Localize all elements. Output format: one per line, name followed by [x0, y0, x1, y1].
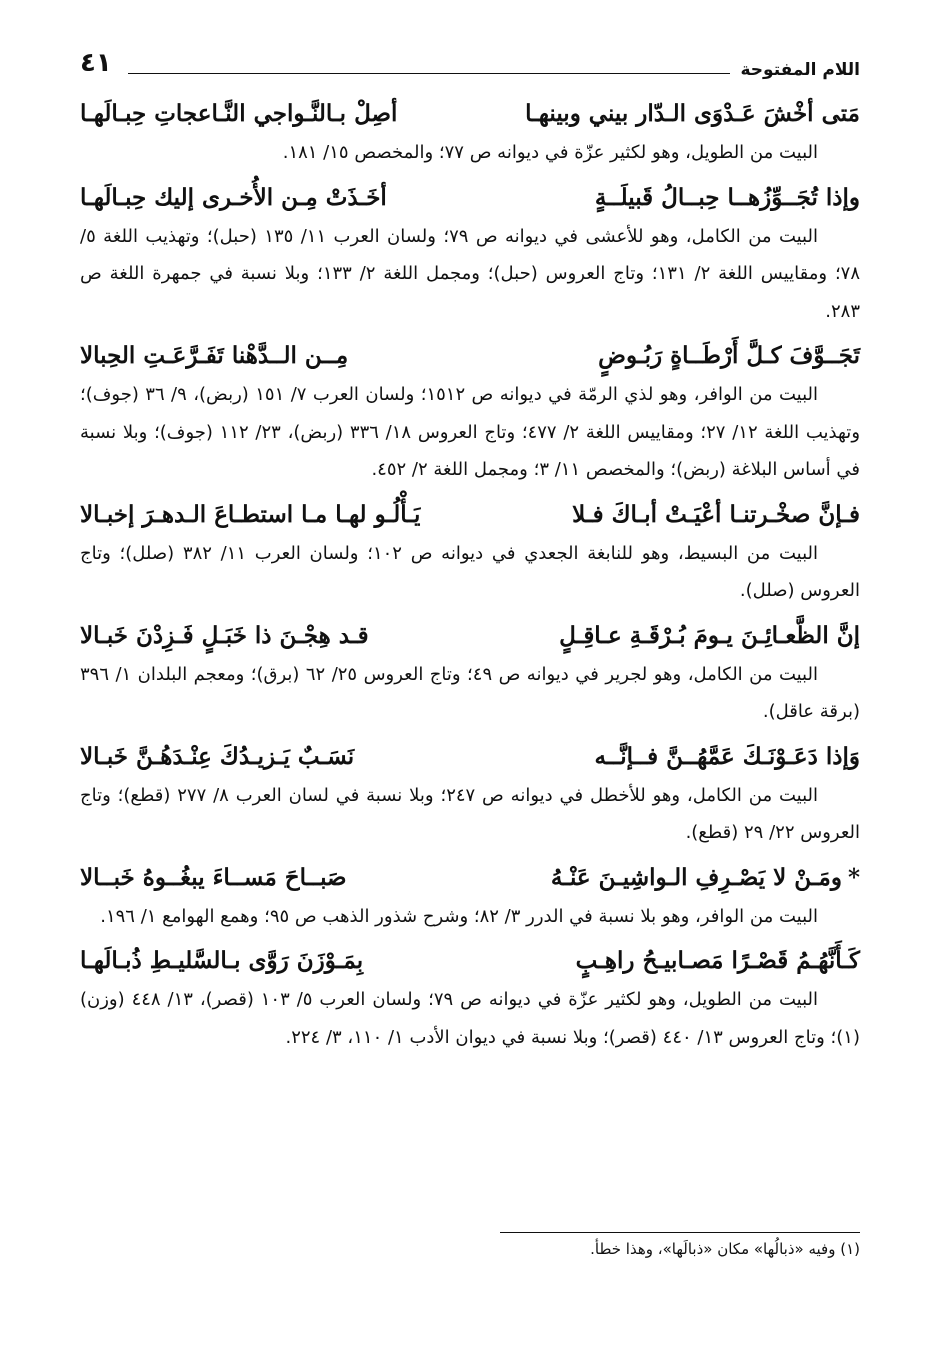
entry — [80, 94, 860, 172]
page-number: ٤١ — [80, 48, 112, 78]
verse-commentary: البيت من الطويل، وهو لكثير عزّة في ديوانه ص ٧٩؛ ولسان العرب ٥/ ١٠٣ (قصر)، ١٣/ ٤٤٨ (وزن)(١)؛ وتاج العروس ١٣/ ٤٤٠ (قصر)؛ وبلا نسبة في ديوان الأدب ١/ ١١٠، ٣/ ٢٢٤. — [80, 989, 860, 1048]
header-rule — [128, 73, 730, 74]
entry — [80, 495, 860, 610]
verse-first-hemistich: فـإنَّ صخْـرتنـا أعْيَـتْ أبـاكَ فـلا — [572, 500, 860, 528]
verse-commentary: البيت من الكامل، وهو للأعشى في ديوانه ص ٧٩؛ ولسان العرب ١١/ ١٣٥ (حبل)؛ وتهذيب اللغة ٥/ ٧٨؛ ومقاييس اللغة ٢/ ١٣١؛ وتاج العروس (حبل)؛ ومجمل اللغة ٢/ ١٣٣؛ وبلا نسبة في جمهرة اللغة ص ٢٨٣. — [80, 225, 861, 322]
footnote: (١) وفيه «ذبالُها» مكان «ذبالَها»، وهذا خطأ. — [590, 1240, 860, 1258]
verse-commentary: البيت من الكامل، وهو للأخطل في ديوانه ص ٢٤٧؛ وبلا نسبة في لسان العرب ٨/ ٢٧٧ (قطع)؛ وتاج العروس ٢٢/ ٢٩ (قطع). — [80, 784, 860, 843]
verse-second-hemistich: بِمَـوْزَنَ رَوَّى بـالسَّليـطِ ذُبـالَهـا — [80, 947, 364, 974]
entry — [80, 178, 860, 331]
verse-commentary: البيت من البسيط، وهو للنابغة الجعدي في ديوانه ص ١٠٢؛ ولسان العرب ١١/ ٣٨٢ (صلل)؛ وتاج العروس (صلل). — [80, 542, 860, 601]
verse-first-hemistich: تَجَــوَّفَ كـلَّ أَرْطَــاةٍ رَبُـوضٍ — [598, 342, 860, 369]
verse-commentary: البيت من الطويل، وهو لكثير عزّة في ديوانه ص ٧٧؛ والمخصص ١٥/ ١٨١. — [282, 142, 818, 163]
verse-first-hemistich: إنَّ الظَّعـائِـنَ يـومَ بُـرْقَـةِ عـاقِـلٍ — [559, 621, 860, 649]
verse — [80, 737, 860, 777]
footnote-rule — [500, 1232, 860, 1233]
verse — [80, 94, 860, 134]
verse-second-hemistich: صَبــاحَ مَســاءَ يبغُــوهُ خَبــالا — [80, 863, 347, 891]
verse — [80, 941, 860, 981]
entry — [80, 616, 860, 731]
verse-first-hemistich-text: ومَـنْ لا يَصْـرِفِ الـواشِيـنَ عَنْـهُ — [550, 863, 842, 891]
verse — [80, 178, 860, 218]
verse-first-hemistich: وَإذا دَعَـوْنَـكَ عَمَّهُــنَّ فــإنَّــه — [594, 742, 860, 770]
witness-marker: * — [847, 863, 860, 891]
verse — [80, 336, 860, 376]
book-page — [80, 40, 860, 1330]
verse-second-hemistich: قـد هِجْـنَ ذا خَبَـلٍ فَـزِدْنَ خَبـالا — [80, 621, 369, 649]
verse-first-hemistich: مَتى أخْشَ عَـدْوَى الـدّار بيني وبينهـا — [525, 100, 860, 127]
verse — [80, 495, 860, 535]
verse-commentary: البيت من الوافر، وهو لذي الرمّة في ديوانه ص ١٥١٢؛ ولسان العرب ٧/ ١٥١ (ربض)، ٩/ ٣٦ (جوف)؛ وتهذيب اللغة ١٢/ ٢٧؛ ومقاييس اللغة ٢/ ٤٧٧؛ وتاج العروس ١٨/ ٣٣٦ (ربض)، ٢٣/ ١١٢ (جوف)؛ وبلا نسبة في أساس البلاغة (ربض)؛ والمخصص ١١/ ٣؛ ومجمل اللغة ٢/ ٤٥٢. — [80, 384, 861, 480]
running-title: اللام المفتوحة — [740, 60, 860, 80]
entry — [80, 858, 860, 936]
verse-commentary: البيت من الوافر، وهو بلا نسبة في الدرر ٣/ ٨٢؛ وشرح شذور الذهب ص ٩٥؛ وهمع الهوامع ١/ ١٩٦. — [100, 905, 818, 927]
entry — [80, 941, 860, 1056]
verse-second-hemistich: مِــن الــدَّهْنا تَفَـرَّعَـتِ الحِبالا — [80, 342, 349, 369]
verse-second-hemistich: يَـأْلُـو لهـا مـا استطـاعَ الـدهـرَ إخبـالا — [80, 500, 421, 528]
verse-first-hemistich — [551, 858, 860, 898]
verse — [80, 858, 860, 898]
verse-commentary: البيت من الكامل، وهو لجرير في ديوانه ص ٤٩؛ وتاج العروس ٢٥/ ٦٢ (برق)؛ ومعجم البلدان ١/ ٣٩٦ (برقة عاقل). — [80, 663, 860, 722]
entry — [80, 336, 860, 489]
entry — [80, 737, 860, 852]
verse-first-hemistich: وإذا تُجَــوِّزُهــا حِبــالُ قَبيلَــةٍ — [594, 183, 860, 211]
verse-second-hemistich: أخَـذَتْ مِـن الأُخـرى إليك حِبـالَهـا — [80, 183, 387, 211]
verse-second-hemistich: نَسَـبٌ يَـزيـدُكَ عِنْـدَهُـنَّ خَبـالا — [80, 742, 355, 770]
page-header — [80, 40, 860, 88]
verse-first-hemistich: كَـأَنَّهُـمُ قَصْـرًا مَصـابيـحُ راهِـبٍ — [575, 947, 860, 974]
verse — [80, 616, 860, 656]
verse-second-hemistich: أصِلْ بـالنَّـواجي النَّـاعجاتِ حِبـالَهـا — [80, 100, 398, 127]
